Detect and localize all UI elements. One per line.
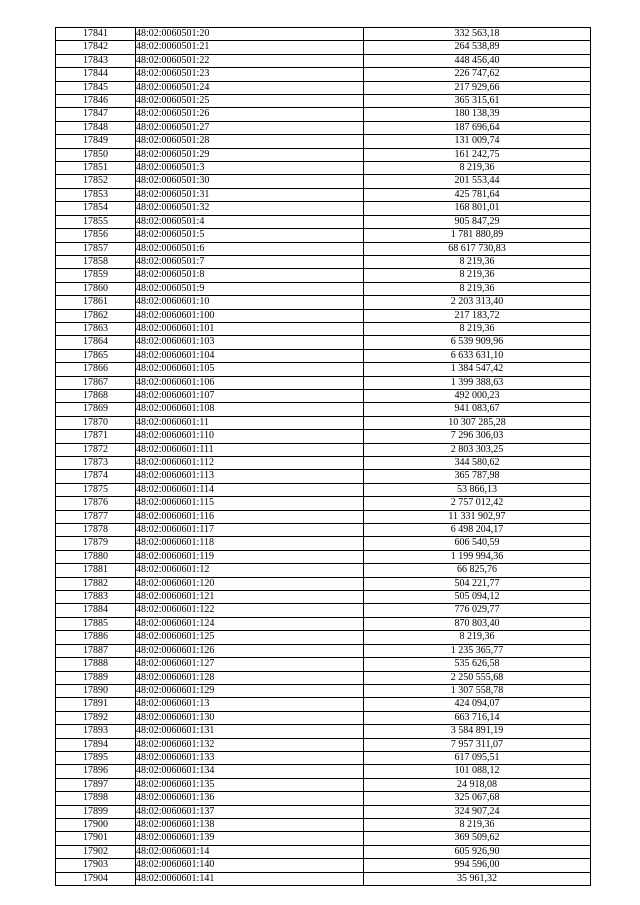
row-number: 17841 (56, 28, 136, 41)
table-row (56, 229, 591, 242)
row-number: 17901 (56, 832, 136, 845)
row-number: 17884 (56, 604, 136, 617)
cadastral-number: 48:02:0060501:21 (136, 41, 364, 54)
cadastral-value: 1 781 880,89 (364, 229, 591, 242)
row-number: 17858 (56, 255, 136, 268)
table-row (56, 872, 591, 885)
table-row (56, 457, 591, 470)
cadastral-value: 35 961,32 (364, 872, 591, 885)
cadastral-value: 6 633 631,10 (364, 349, 591, 362)
table-row (56, 591, 591, 604)
row-number: 17852 (56, 175, 136, 188)
cadastral-number: 48:02:0060501:22 (136, 54, 364, 67)
cadastral-number: 48:02:0060601:136 (136, 792, 364, 805)
cadastral-value: 2 803 303,25 (364, 443, 591, 456)
table-row (56, 322, 591, 335)
cadastral-number: 48:02:0060601:139 (136, 832, 364, 845)
cadastral-number: 48:02:0060601:120 (136, 577, 364, 590)
cadastral-number: 48:02:0060501:4 (136, 215, 364, 228)
table-row (56, 671, 591, 684)
row-number: 17889 (56, 671, 136, 684)
table-row (56, 497, 591, 510)
row-number: 17845 (56, 81, 136, 94)
cadastral-value: 605 926,90 (364, 845, 591, 858)
row-number: 17904 (56, 872, 136, 885)
cadastral-number: 48:02:0060601:134 (136, 765, 364, 778)
table-row (56, 617, 591, 630)
cadastral-value: 776 029,77 (364, 604, 591, 617)
cadastral-value: 7 296 306,03 (364, 430, 591, 443)
row-number: 17887 (56, 644, 136, 657)
cadastral-value: 180 138,39 (364, 108, 591, 121)
row-number: 17888 (56, 658, 136, 671)
row-number: 17859 (56, 269, 136, 282)
cadastral-number: 48:02:0060601:116 (136, 510, 364, 523)
cadastral-number: 48:02:0060601:107 (136, 389, 364, 402)
cadastral-value: 7 957 311,07 (364, 738, 591, 751)
cadastral-value: 8 219,36 (364, 631, 591, 644)
cadastral-number: 48:02:0060501:26 (136, 108, 364, 121)
cadastral-value: 1 384 547,42 (364, 363, 591, 376)
cadastral-value: 24 918,08 (364, 778, 591, 791)
cadastral-number: 48:02:0060601:132 (136, 738, 364, 751)
table-row (56, 859, 591, 872)
cadastral-number: 48:02:0060601:128 (136, 671, 364, 684)
cadastral-number: 48:02:0060601:117 (136, 524, 364, 537)
table-row (56, 725, 591, 738)
cadastral-value: 8 219,36 (364, 162, 591, 175)
cadastral-number: 48:02:0060601:118 (136, 537, 364, 550)
row-number: 17893 (56, 725, 136, 738)
table-row (56, 792, 591, 805)
table-row (56, 108, 591, 121)
row-number: 17896 (56, 765, 136, 778)
cadastral-number: 48:02:0060601:114 (136, 483, 364, 496)
table-row (56, 296, 591, 309)
row-number: 17897 (56, 778, 136, 791)
cadastral-value: 870 803,40 (364, 617, 591, 630)
row-number: 17847 (56, 108, 136, 121)
cadastral-value: 217 183,72 (364, 309, 591, 322)
cadastral-value: 369 509,62 (364, 832, 591, 845)
row-number: 17900 (56, 818, 136, 831)
row-number: 17903 (56, 859, 136, 872)
cadastral-value: 325 067,68 (364, 792, 591, 805)
row-number: 17843 (56, 54, 136, 67)
cadastral-number: 48:02:0060601:100 (136, 309, 364, 322)
table-row (56, 376, 591, 389)
row-number: 17874 (56, 470, 136, 483)
row-number: 17844 (56, 68, 136, 81)
row-number: 17886 (56, 631, 136, 644)
table-row (56, 135, 591, 148)
table-row (56, 698, 591, 711)
row-number: 17850 (56, 148, 136, 161)
row-number: 17894 (56, 738, 136, 751)
cadastral-value: 226 747,62 (364, 68, 591, 81)
row-number: 17890 (56, 684, 136, 697)
cadastral-value: 663 716,14 (364, 711, 591, 724)
cadastral-value: 8 219,36 (364, 282, 591, 295)
cadastral-value: 187 696,64 (364, 121, 591, 134)
cadastral-number: 48:02:0060601:141 (136, 872, 364, 885)
cadastral-value-table (55, 27, 591, 886)
cadastral-value: 504 221,77 (364, 577, 591, 590)
table-body (56, 28, 591, 886)
cadastral-value: 994 596,00 (364, 859, 591, 872)
table-row (56, 604, 591, 617)
cadastral-value: 8 219,36 (364, 322, 591, 335)
cadastral-number: 48:02:0060501:7 (136, 255, 364, 268)
cadastral-number: 48:02:0060601:108 (136, 403, 364, 416)
table-row (56, 483, 591, 496)
cadastral-number: 48:02:0060601:111 (136, 443, 364, 456)
cadastral-value: 1 199 994,36 (364, 550, 591, 563)
cadastral-value: 131 009,74 (364, 135, 591, 148)
table-row (56, 778, 591, 791)
table-row (56, 309, 591, 322)
cadastral-value: 6 539 909,96 (364, 336, 591, 349)
table-row (56, 577, 591, 590)
cadastral-value: 905 847,29 (364, 215, 591, 228)
cadastral-value: 68 617 730,83 (364, 242, 591, 255)
row-number: 17842 (56, 41, 136, 54)
cadastral-number: 48:02:0060601:105 (136, 363, 364, 376)
cadastral-number: 48:02:0060601:133 (136, 751, 364, 764)
cadastral-number: 48:02:0060601:130 (136, 711, 364, 724)
cadastral-value: 53 866,13 (364, 483, 591, 496)
row-number: 17902 (56, 845, 136, 858)
table-row (56, 148, 591, 161)
table-row (56, 282, 591, 295)
table-row (56, 470, 591, 483)
table-row (56, 28, 591, 41)
row-number: 17883 (56, 591, 136, 604)
row-number: 17869 (56, 403, 136, 416)
cadastral-number: 48:02:0060601:10 (136, 296, 364, 309)
cadastral-value: 606 540,59 (364, 537, 591, 550)
cadastral-value: 6 498 204,17 (364, 524, 591, 537)
cadastral-number: 48:02:0060601:125 (136, 631, 364, 644)
table-row (56, 416, 591, 429)
row-number: 17882 (56, 577, 136, 590)
table-row (56, 202, 591, 215)
table-row (56, 403, 591, 416)
cadastral-number: 48:02:0060501:6 (136, 242, 364, 255)
cadastral-value: 161 242,75 (364, 148, 591, 161)
row-number: 17898 (56, 792, 136, 805)
row-number: 17865 (56, 349, 136, 362)
cadastral-value: 1 399 388,63 (364, 376, 591, 389)
table-row (56, 68, 591, 81)
table-row (56, 175, 591, 188)
table-row (56, 430, 591, 443)
row-number: 17856 (56, 229, 136, 242)
cadastral-value: 535 626,58 (364, 658, 591, 671)
row-number: 17899 (56, 805, 136, 818)
table-row (56, 711, 591, 724)
table-row (56, 363, 591, 376)
cadastral-number: 48:02:0060501:9 (136, 282, 364, 295)
cadastral-value: 941 083,67 (364, 403, 591, 416)
cadastral-number: 48:02:0060601:104 (136, 349, 364, 362)
row-number: 17880 (56, 550, 136, 563)
table-row (56, 81, 591, 94)
table-row (56, 832, 591, 845)
cadastral-number: 48:02:0060501:8 (136, 269, 364, 282)
table-row (56, 54, 591, 67)
cadastral-number: 48:02:0060501:3 (136, 162, 364, 175)
table-row (56, 389, 591, 402)
table-row (56, 805, 591, 818)
cadastral-value: 324 907,24 (364, 805, 591, 818)
table-row (56, 738, 591, 751)
cadastral-value: 424 094,07 (364, 698, 591, 711)
table-row (56, 121, 591, 134)
row-number: 17854 (56, 202, 136, 215)
cadastral-number: 48:02:0060601:113 (136, 470, 364, 483)
cadastral-number: 48:02:0060501:32 (136, 202, 364, 215)
row-number: 17849 (56, 135, 136, 148)
cadastral-number: 48:02:0060501:28 (136, 135, 364, 148)
row-number: 17860 (56, 282, 136, 295)
cadastral-number: 48:02:0060601:103 (136, 336, 364, 349)
table-row (56, 443, 591, 456)
cadastral-number: 48:02:0060601:140 (136, 859, 364, 872)
cadastral-number: 48:02:0060601:135 (136, 778, 364, 791)
cadastral-value: 217 929,66 (364, 81, 591, 94)
cadastral-number: 48:02:0060601:127 (136, 658, 364, 671)
row-number: 17846 (56, 95, 136, 108)
row-number: 17864 (56, 336, 136, 349)
table-row (56, 818, 591, 831)
cadastral-value: 101 088,12 (364, 765, 591, 778)
cadastral-number: 48:02:0060601:138 (136, 818, 364, 831)
cadastral-value: 332 563,18 (364, 28, 591, 41)
row-number: 17868 (56, 389, 136, 402)
cadastral-value: 2 203 313,40 (364, 296, 591, 309)
cadastral-value: 505 094,12 (364, 591, 591, 604)
cadastral-number: 48:02:0060501:5 (136, 229, 364, 242)
cadastral-value: 492 000,23 (364, 389, 591, 402)
cadastral-value: 617 095,51 (364, 751, 591, 764)
table-row (56, 537, 591, 550)
table-row (56, 684, 591, 697)
cadastral-value: 3 584 891,19 (364, 725, 591, 738)
cadastral-number: 48:02:0060501:24 (136, 81, 364, 94)
table-row (56, 349, 591, 362)
table-row (56, 751, 591, 764)
table-row (56, 336, 591, 349)
table-row (56, 550, 591, 563)
cadastral-value: 365 315,61 (364, 95, 591, 108)
cadastral-value: 8 219,36 (364, 818, 591, 831)
row-number: 17863 (56, 322, 136, 335)
table-row (56, 162, 591, 175)
row-number: 17871 (56, 430, 136, 443)
table-row (56, 269, 591, 282)
table-row (56, 644, 591, 657)
row-number: 17861 (56, 296, 136, 309)
cadastral-value: 448 456,40 (364, 54, 591, 67)
cadastral-value: 264 538,89 (364, 41, 591, 54)
row-number: 17895 (56, 751, 136, 764)
cadastral-value: 66 825,76 (364, 564, 591, 577)
row-number: 17876 (56, 497, 136, 510)
table-row (56, 510, 591, 523)
cadastral-number: 48:02:0060601:115 (136, 497, 364, 510)
row-number: 17867 (56, 376, 136, 389)
row-number: 17848 (56, 121, 136, 134)
cadastral-value: 10 307 285,28 (364, 416, 591, 429)
cadastral-number: 48:02:0060501:27 (136, 121, 364, 134)
row-number: 17891 (56, 698, 136, 711)
cadastral-number: 48:02:0060501:23 (136, 68, 364, 81)
cadastral-number: 48:02:0060601:12 (136, 564, 364, 577)
cadastral-value: 168 801,01 (364, 202, 591, 215)
table-row (56, 255, 591, 268)
table-row (56, 845, 591, 858)
cadastral-number: 48:02:0060601:11 (136, 416, 364, 429)
row-number: 17873 (56, 457, 136, 470)
cadastral-number: 48:02:0060601:112 (136, 457, 364, 470)
table-row (56, 242, 591, 255)
cadastral-number: 48:02:0060501:25 (136, 95, 364, 108)
cadastral-value: 8 219,36 (364, 269, 591, 282)
cadastral-number: 48:02:0060601:137 (136, 805, 364, 818)
table-row (56, 215, 591, 228)
cadastral-value: 2 250 555,68 (364, 671, 591, 684)
cadastral-number: 48:02:0060601:119 (136, 550, 364, 563)
row-number: 17872 (56, 443, 136, 456)
cadastral-value: 1 235 365,77 (364, 644, 591, 657)
row-number: 17870 (56, 416, 136, 429)
row-number: 17862 (56, 309, 136, 322)
row-number: 17853 (56, 188, 136, 201)
cadastral-number: 48:02:0060601:122 (136, 604, 364, 617)
row-number: 17885 (56, 617, 136, 630)
row-number: 17892 (56, 711, 136, 724)
row-number: 17851 (56, 162, 136, 175)
cadastral-number: 48:02:0060601:126 (136, 644, 364, 657)
cadastral-number: 48:02:0060601:131 (136, 725, 364, 738)
cadastral-value: 11 331 902,97 (364, 510, 591, 523)
cadastral-number: 48:02:0060601:129 (136, 684, 364, 697)
cadastral-number: 48:02:0060601:106 (136, 376, 364, 389)
table-row (56, 658, 591, 671)
table-row (56, 95, 591, 108)
table-row (56, 564, 591, 577)
cadastral-number: 48:02:0060601:110 (136, 430, 364, 443)
table-row (56, 631, 591, 644)
table-row (56, 41, 591, 54)
table-row (56, 524, 591, 537)
cadastral-value: 2 757 012,42 (364, 497, 591, 510)
row-number: 17877 (56, 510, 136, 523)
cadastral-number: 48:02:0060601:121 (136, 591, 364, 604)
table-row (56, 765, 591, 778)
cadastral-number: 48:02:0060501:20 (136, 28, 364, 41)
cadastral-number: 48:02:0060501:30 (136, 175, 364, 188)
row-number: 17878 (56, 524, 136, 537)
row-number: 17881 (56, 564, 136, 577)
cadastral-value: 1 307 558,78 (364, 684, 591, 697)
row-number: 17879 (56, 537, 136, 550)
row-number: 17866 (56, 363, 136, 376)
cadastral-number: 48:02:0060601:14 (136, 845, 364, 858)
cadastral-number: 48:02:0060601:101 (136, 322, 364, 335)
row-number: 17875 (56, 483, 136, 496)
cadastral-value: 365 787,98 (364, 470, 591, 483)
cadastral-number: 48:02:0060501:29 (136, 148, 364, 161)
cadastral-value: 425 781,64 (364, 188, 591, 201)
cadastral-value: 8 219,36 (364, 255, 591, 268)
cadastral-number: 48:02:0060601:124 (136, 617, 364, 630)
cadastral-number: 48:02:0060601:13 (136, 698, 364, 711)
cadastral-value: 344 580,62 (364, 457, 591, 470)
row-number: 17855 (56, 215, 136, 228)
cadastral-number: 48:02:0060501:31 (136, 188, 364, 201)
table-row (56, 188, 591, 201)
cadastral-value: 201 553,44 (364, 175, 591, 188)
row-number: 17857 (56, 242, 136, 255)
